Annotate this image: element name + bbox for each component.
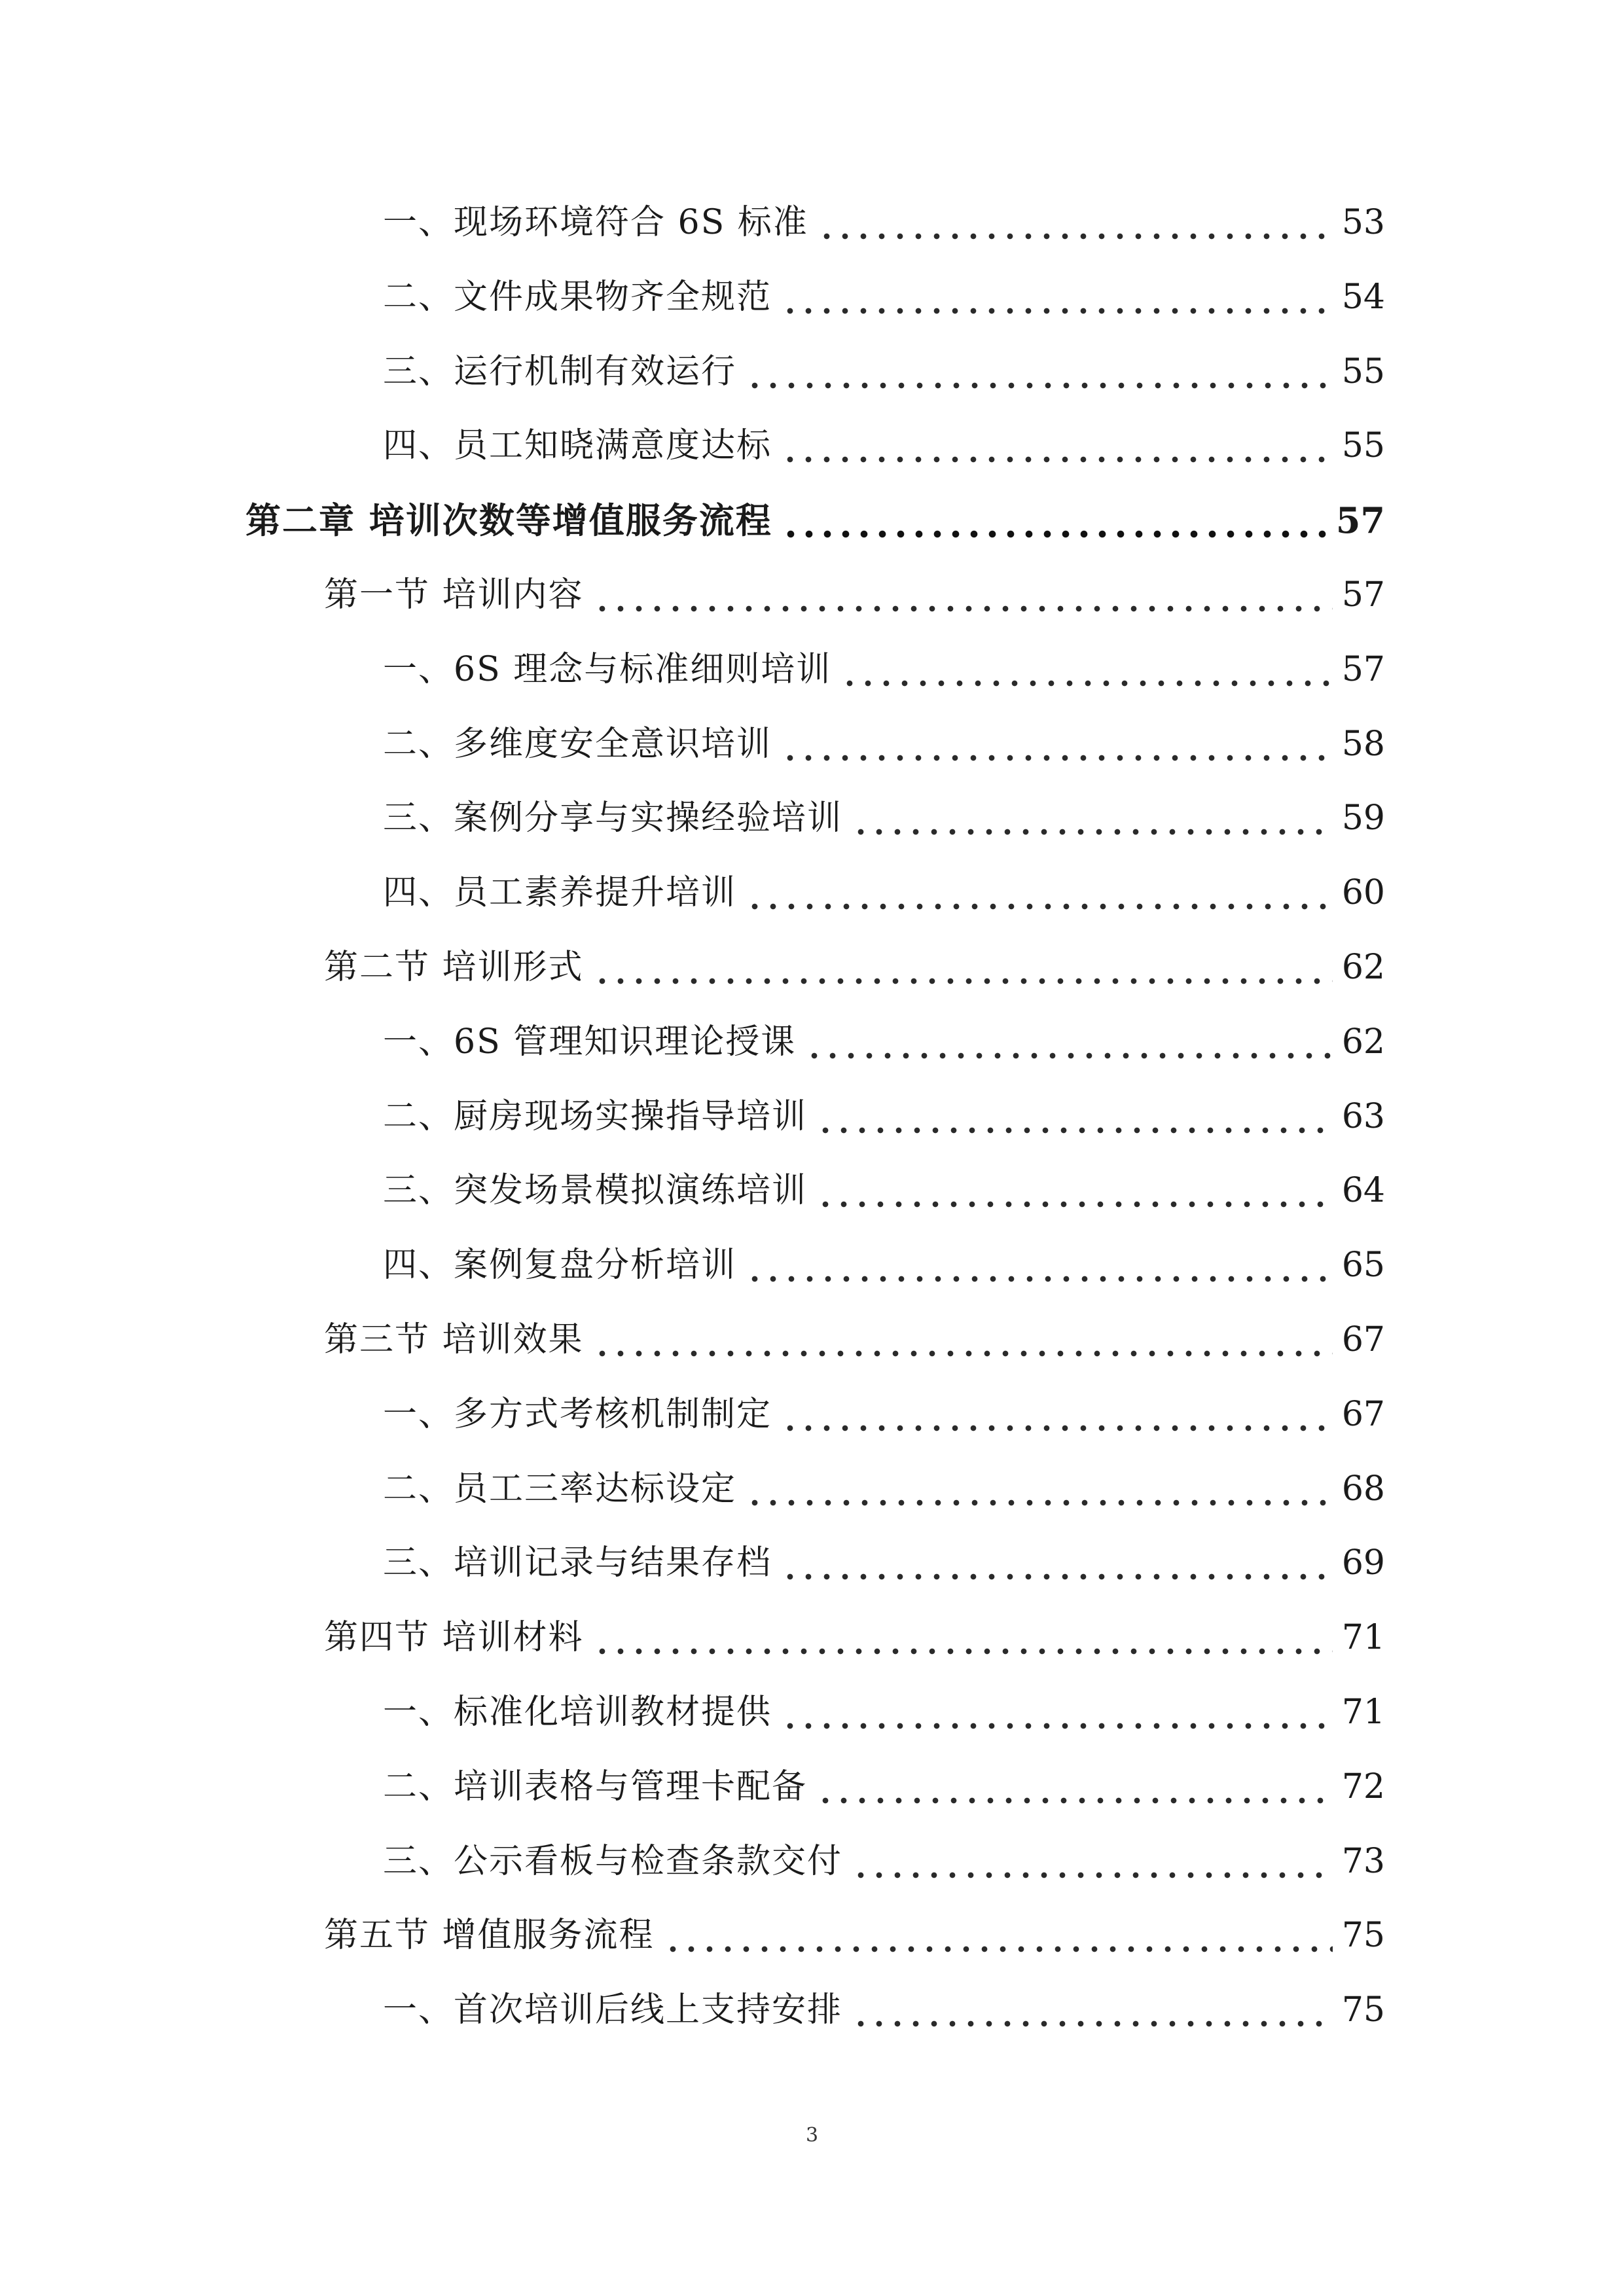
- toc-dot-leader: [593, 1611, 1333, 1664]
- toc-entry-title: 三、突发场景模拟演练培训: [383, 1171, 808, 1210]
- toc-entry-page-number: 62: [1341, 1022, 1385, 1062]
- toc-entry-page-number: 62: [1341, 948, 1385, 987]
- toc-entry-title: 第四节 培训材料: [324, 1618, 584, 1657]
- toc-entry-title: 二、多维度安全意识培训: [383, 725, 772, 764]
- toc-dot-leader: [852, 1835, 1333, 1888]
- toc-dot-leader: [781, 718, 1333, 770]
- toc-entry-item[interactable]: [383, 1537, 1385, 1589]
- toc-dot-leader: [746, 867, 1333, 919]
- toc-entry-page-number: 59: [1341, 798, 1385, 838]
- toc-entry-page-number: 68: [1341, 1469, 1385, 1509]
- toc-dot-leader: [781, 271, 1333, 323]
- toc-entry-page-number: 72: [1341, 1767, 1385, 1806]
- toc-entry-title: 二、厨房现场实操指导培训: [383, 1097, 808, 1136]
- toc-entry-page-number: 64: [1341, 1171, 1385, 1210]
- toc-entry-page-number: 67: [1341, 1395, 1385, 1434]
- toc-entry-page-number: 67: [1341, 1320, 1385, 1359]
- toc-entry-item[interactable]: [383, 1388, 1385, 1441]
- toc-entry-item[interactable]: [383, 1835, 1385, 1888]
- toc-entry-title: 第一节 培训内容: [324, 575, 584, 615]
- toc-entry-title: 一、首次培训后线上支持安排: [383, 1990, 843, 2030]
- toc-entry-title: 一、6S 管理知识理论授课: [383, 1022, 797, 1062]
- toc-dot-leader: [664, 1909, 1333, 1962]
- toc-dot-leader: [816, 1761, 1333, 1813]
- toc-entry-title: 第二章 培训次数等增值服务流程: [245, 499, 772, 541]
- toc-entry-page-number: 57: [1341, 650, 1385, 689]
- toc-entry-title: 四、员工知晓满意度达标: [383, 426, 772, 465]
- toc-entry-item[interactable]: [383, 867, 1385, 919]
- toc-entry-item[interactable]: [383, 792, 1385, 844]
- toc-entry-item[interactable]: [383, 1016, 1385, 1068]
- toc-entry-title: 一、多方式考核机制制定: [383, 1395, 772, 1434]
- toc-entry-item[interactable]: [383, 1239, 1385, 1291]
- toc-entry-item[interactable]: [383, 1463, 1385, 1515]
- toc-entry-page-number: 73: [1341, 1842, 1385, 1881]
- toc-dot-leader: [816, 1164, 1333, 1217]
- toc-entry-section[interactable]: [324, 1314, 1385, 1366]
- toc-dot-leader: [593, 569, 1333, 621]
- toc-dot-leader: [816, 1090, 1333, 1143]
- toc-dot-leader: [805, 1016, 1333, 1068]
- toc-entry-title: 四、案例复盘分析培训: [383, 1246, 737, 1285]
- toc-dot-leader: [782, 494, 1327, 547]
- toc-entry-item[interactable]: [383, 1984, 1385, 2036]
- toc-entry-title: 一、6S 理念与标准细则培训: [383, 650, 832, 689]
- toc-dot-leader: [746, 1463, 1333, 1515]
- toc-entry-title: 一、现场环境符合 6S 标准: [383, 203, 808, 242]
- toc-dot-leader: [781, 1388, 1333, 1441]
- toc-dot-leader: [593, 1314, 1333, 1366]
- toc-entry-section[interactable]: [324, 1611, 1385, 1664]
- toc-entry-item[interactable]: [383, 196, 1385, 249]
- toc-entry-page-number: 60: [1341, 873, 1385, 912]
- toc-entry-page-number: 55: [1341, 426, 1385, 465]
- toc-entry-section[interactable]: [324, 941, 1385, 994]
- toc-entry-item[interactable]: [383, 420, 1385, 472]
- toc-entry-item[interactable]: [383, 271, 1385, 323]
- toc-dot-leader: [781, 420, 1333, 472]
- toc-entry-page-number: 71: [1341, 1618, 1385, 1657]
- toc-entry-page-number: 55: [1341, 352, 1385, 391]
- toc-entry-title: 第二节 培训形式: [324, 948, 584, 987]
- toc-entry-page-number: 65: [1341, 1246, 1385, 1285]
- toc-entry-title: 二、文件成果物齐全规范: [383, 278, 772, 317]
- toc-entry-title: 二、员工三率达标设定: [383, 1469, 737, 1509]
- toc-dot-leader: [840, 643, 1333, 696]
- toc-dot-leader: [818, 196, 1333, 249]
- toc-dot-leader: [746, 346, 1333, 398]
- toc-entry-page-number: 53: [1341, 203, 1385, 242]
- toc-entry-page-number: 75: [1341, 1916, 1385, 1955]
- toc-entry-item[interactable]: [383, 1164, 1385, 1217]
- toc-entry-title: 三、培训记录与结果存档: [383, 1543, 772, 1583]
- toc-entry-page-number: 69: [1341, 1543, 1385, 1583]
- toc-entry-page-number: 57: [1341, 575, 1385, 615]
- toc-entry-page-number: 71: [1341, 1693, 1385, 1732]
- toc-entry-title: 四、员工素养提升培训: [383, 873, 737, 912]
- toc-dot-leader: [746, 1239, 1333, 1291]
- toc-entry-item[interactable]: [383, 1090, 1385, 1143]
- toc-entry-section[interactable]: [324, 569, 1385, 621]
- toc-entry-title: 三、案例分享与实操经验培训: [383, 798, 843, 838]
- toc-dot-leader: [593, 941, 1333, 994]
- toc-entry-title: 一、标准化培训教材提供: [383, 1693, 772, 1732]
- toc-entry-page-number: 63: [1341, 1097, 1385, 1136]
- page-number: 3: [805, 2124, 819, 2147]
- toc-entry-title: 第三节 培训效果: [324, 1320, 584, 1359]
- toc-entry-title: 第五节 增值服务流程: [324, 1916, 655, 1955]
- toc-dot-leader: [852, 792, 1333, 844]
- toc-entry-item[interactable]: [383, 643, 1385, 696]
- toc-dot-leader: [781, 1686, 1333, 1738]
- toc-entry-title: 三、运行机制有效运行: [383, 352, 737, 391]
- toc-entry-page-number: 57: [1335, 499, 1385, 541]
- toc-entry-title: 三、公示看板与检查条款交付: [383, 1842, 843, 1881]
- toc-dot-leader: [781, 1537, 1333, 1589]
- toc-entry-page-number: 54: [1341, 278, 1385, 317]
- toc-entry-page-number: 58: [1341, 725, 1385, 764]
- toc-entry-title: 二、培训表格与管理卡配备: [383, 1767, 808, 1806]
- toc-entry-item[interactable]: [383, 718, 1385, 770]
- toc-entry-item[interactable]: [383, 1761, 1385, 1813]
- toc-entry-section[interactable]: [324, 1909, 1385, 1962]
- toc-entry-item[interactable]: [383, 1686, 1385, 1738]
- toc-entry-page-number: 75: [1341, 1990, 1385, 2030]
- toc-dot-leader: [852, 1984, 1333, 2036]
- toc-entry-item[interactable]: [383, 346, 1385, 398]
- toc-entry-chapter[interactable]: [245, 494, 1385, 547]
